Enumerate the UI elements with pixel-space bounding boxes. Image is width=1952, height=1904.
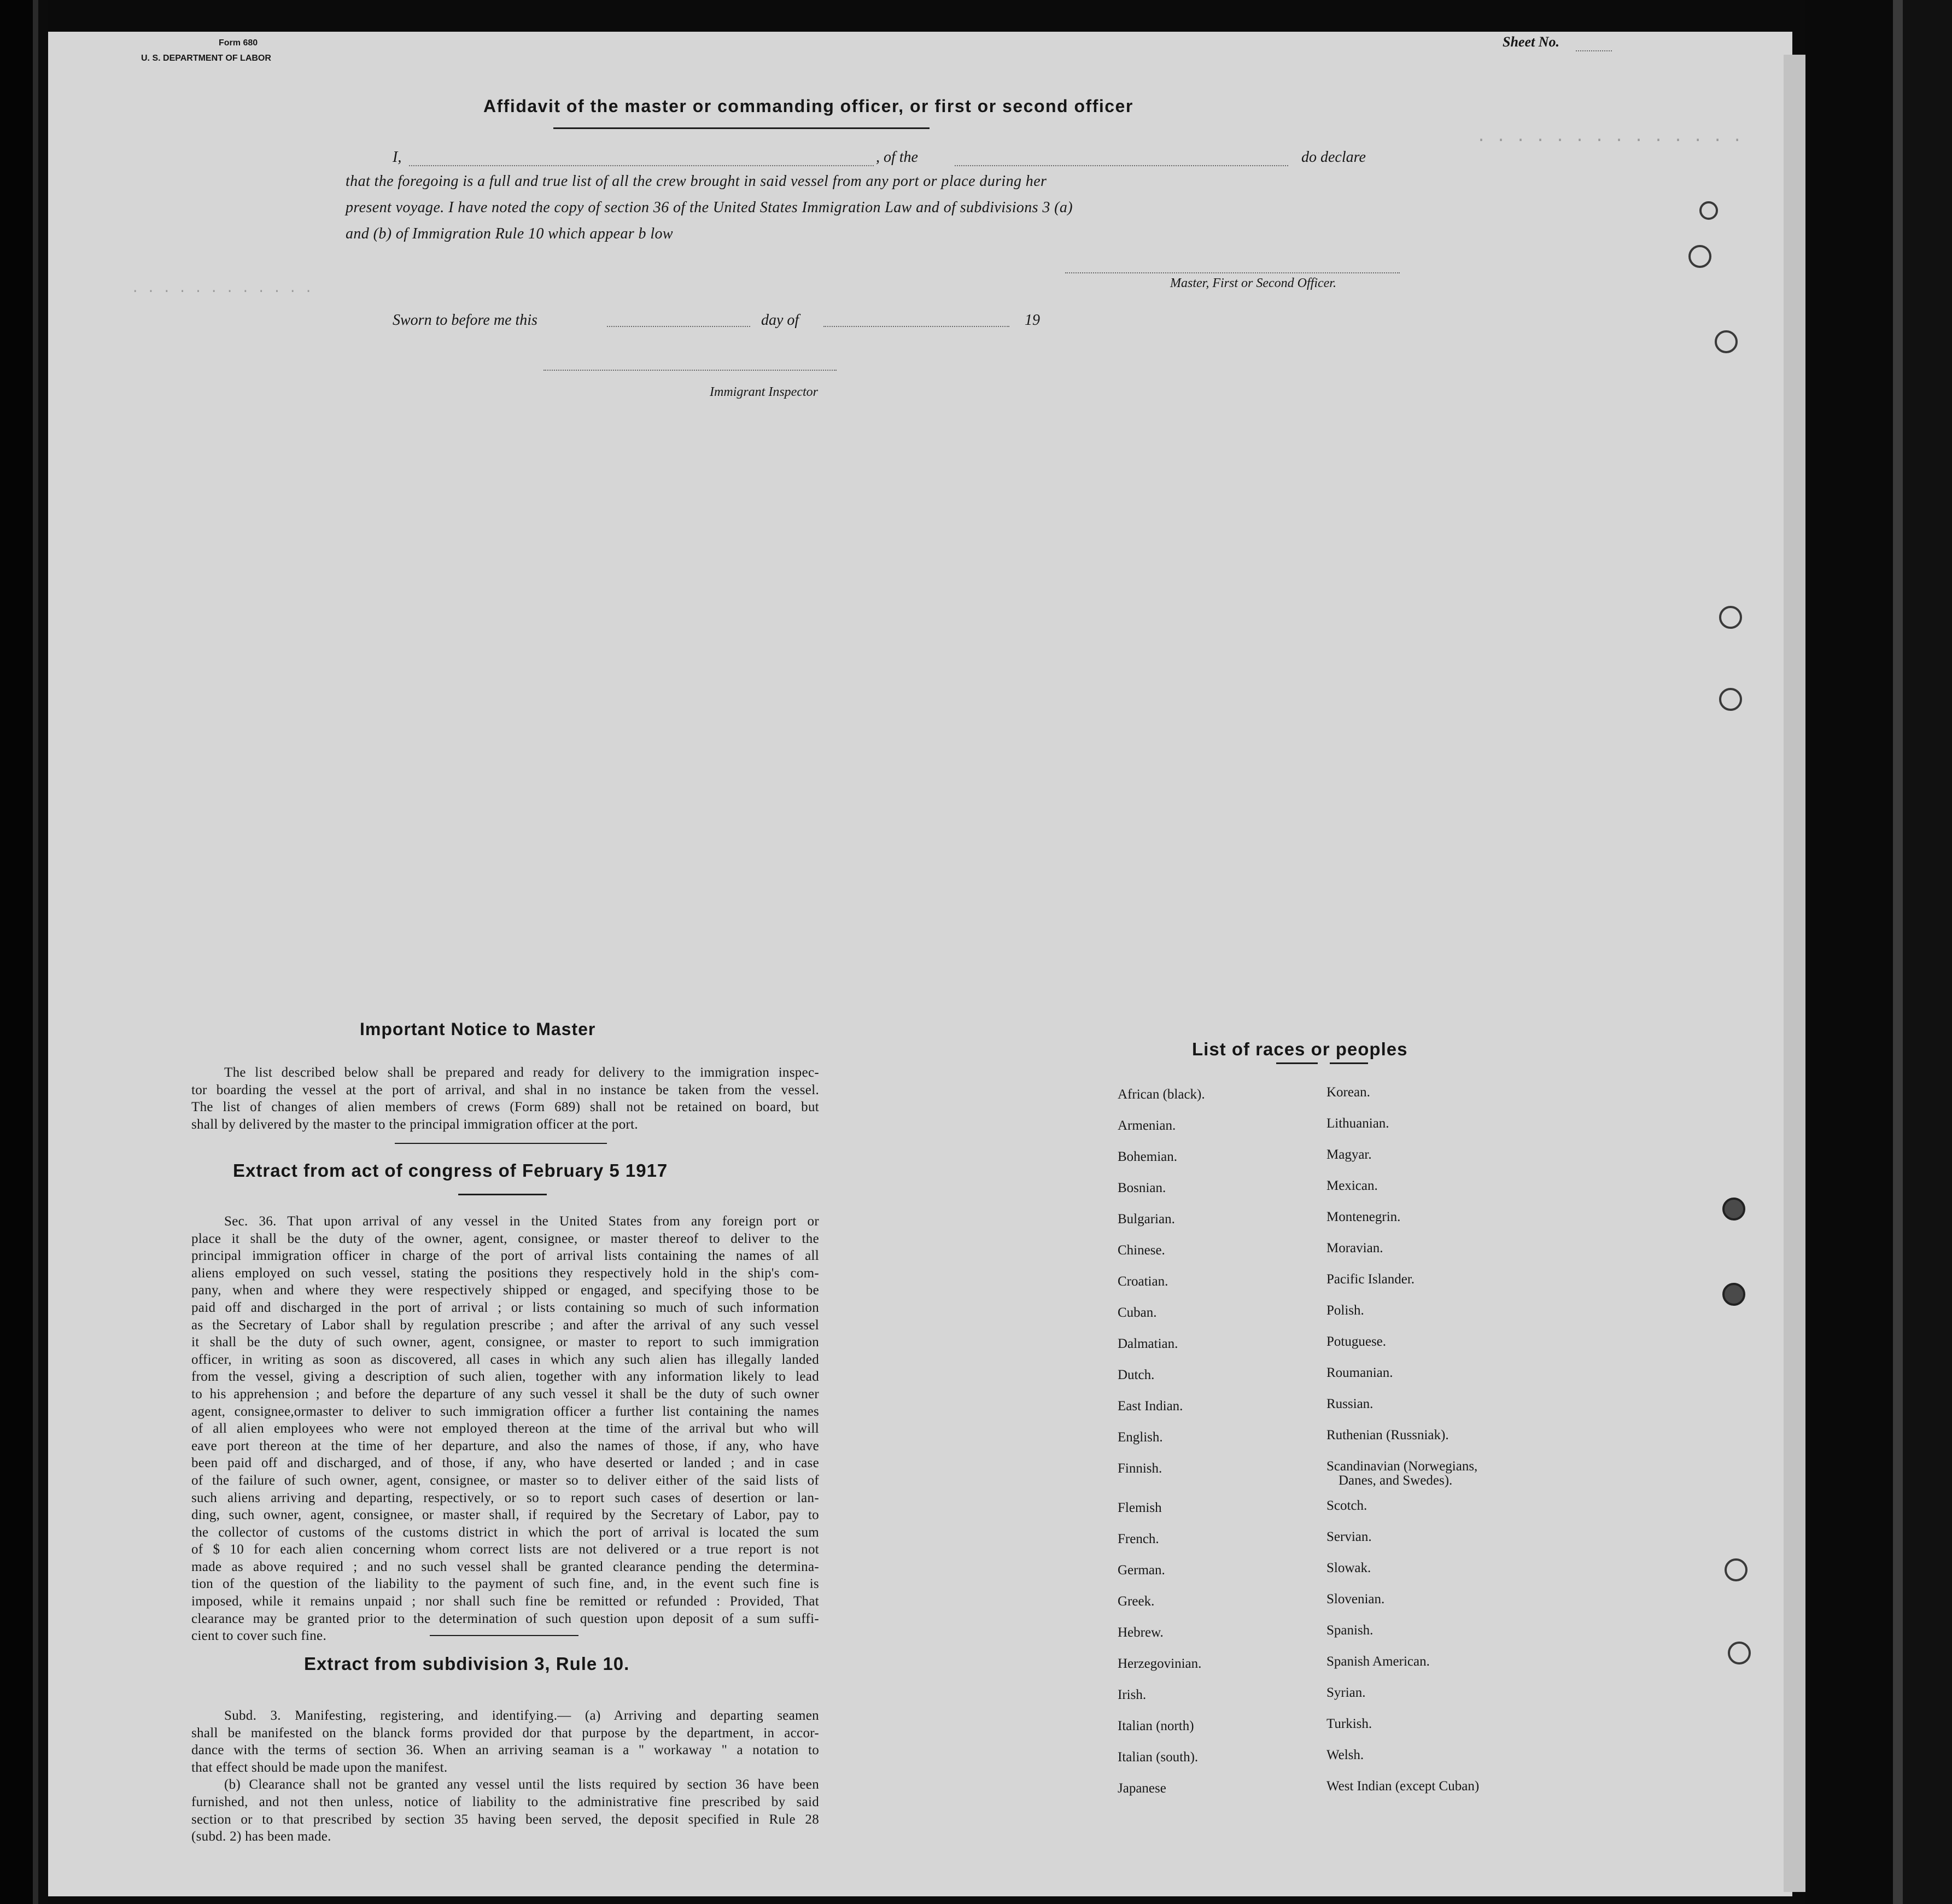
race-item: Slovenian.: [1326, 1592, 1385, 1607]
punch-hole: [1715, 330, 1738, 353]
sheet-number-label: Sheet No.: [1503, 34, 1559, 50]
punch-hole: [1719, 688, 1742, 711]
race-item: Spanish.: [1326, 1623, 1374, 1638]
notice-title: Important Notice to Master: [360, 1019, 596, 1039]
affidavit-title: Affidavit of the master or commanding officer, or first or second officer: [483, 96, 1133, 116]
punch-hole: [1722, 1283, 1745, 1306]
act-line: of the failure of such owner, agent, consignee, or master so to deliver either of the said lists of: [191, 1473, 819, 1488]
act-line: officer, in writing as soon as discovered, all cases in which any such alien has illegally landed: [191, 1352, 819, 1367]
punch-hole: [1725, 1558, 1748, 1581]
races-title: List of races or peoples: [1192, 1039, 1408, 1059]
race-item: Turkish.: [1326, 1716, 1372, 1731]
race-item: Pacific Islander.: [1326, 1272, 1415, 1287]
race-item: Russian.: [1326, 1397, 1374, 1411]
affidavit-i: I,: [393, 149, 402, 166]
inspector-signature-line: [543, 370, 837, 371]
inspector-label: Immigrant Inspector: [710, 385, 818, 399]
act-line: to his apprehension ; and before the departure of any such vessel it shall be the duty of such owner: [191, 1386, 819, 1401]
race-item: Finnish.: [1118, 1461, 1162, 1476]
act-line: it shall be the duty of such owner, agent, consignee, or master to report to such immigration: [191, 1335, 819, 1350]
master-signature-line: [1065, 272, 1400, 273]
name-fill-line: [409, 165, 874, 166]
race-item: Korean.: [1326, 1085, 1370, 1100]
rule-line: section or to that prescribed by section 35 having been served, the deposit specified in Rule 28: [191, 1812, 819, 1827]
race-item-continued: Danes, and Swedes).: [1339, 1473, 1453, 1488]
race-item: Hebrew.: [1118, 1625, 1164, 1640]
act-line: been paid off and discharged, and of those, if any, who have deserted or landed ; and in case: [191, 1456, 819, 1471]
act-line: of all alien employees who were not employed thereon at the time of the arrival but who will: [191, 1421, 819, 1436]
affidavit-line-3: present voyage. I have noted the copy of section 36 of the United States Immigration Law and of subdivisions 3 (a): [346, 199, 1073, 216]
sheet-edge-strip: [1784, 55, 1805, 1892]
master-signature-label: Master, First or Second Officer.: [1170, 276, 1336, 290]
race-item: Flemish: [1118, 1500, 1162, 1515]
race-item: Roumanian.: [1326, 1365, 1393, 1380]
race-item: Scandinavian (Norwegians,: [1326, 1459, 1478, 1474]
race-item: Japanese: [1118, 1781, 1166, 1796]
rule-line: dance with the terms of section 36. When an arriving seaman is a " workaway " a notation to: [191, 1743, 819, 1758]
sworn-month-line: [823, 326, 1009, 327]
race-item: Servian.: [1326, 1529, 1372, 1544]
race-item: Bulgarian.: [1118, 1212, 1175, 1226]
scan-edge-left: [0, 0, 48, 1904]
bleed-through-text: . . . . . . . . . . . .: [131, 282, 313, 296]
rule-line: furnished, and not then unless, notice of liability to the administrative fine prescribed by said: [191, 1794, 819, 1809]
race-item: German.: [1118, 1563, 1165, 1578]
act-line: Sec. 36. That upon arrival of any vessel in the United States from any foreign port or: [224, 1214, 819, 1229]
punch-hole: [1719, 606, 1742, 629]
punch-hole: [1688, 245, 1711, 268]
race-item: Moravian.: [1326, 1241, 1383, 1255]
race-item: Scotch.: [1326, 1498, 1367, 1513]
act-extract-text: [191, 1213, 819, 1645]
sheet-number-line: [1576, 50, 1612, 51]
title-underline: [553, 127, 930, 129]
race-item: Armenian.: [1118, 1118, 1176, 1133]
race-item: Dalmatian.: [1118, 1336, 1178, 1351]
race-item: Italian (south).: [1118, 1750, 1199, 1765]
race-item: Spanish American.: [1326, 1654, 1430, 1669]
act-line: agent, consignee,ormaster to deliver to such immigration officer a further list containing the names: [191, 1404, 819, 1419]
race-item: Welsh.: [1326, 1748, 1364, 1762]
race-item: Cuban.: [1118, 1305, 1157, 1320]
rule-extract-text: [191, 1707, 819, 1845]
rule-line: (b) Clearance shall not be granted any vessel until the lists required by section 36 have been: [224, 1777, 819, 1792]
punch-hole: [1699, 201, 1718, 220]
race-item: French.: [1118, 1532, 1159, 1546]
race-item: Mexican.: [1326, 1178, 1378, 1193]
sworn-text: Sworn to before me this: [393, 312, 537, 329]
race-item: Slowak.: [1326, 1561, 1371, 1575]
race-item: Lithuanian.: [1326, 1116, 1389, 1131]
act-line: ding, such owner, agent, consignee, or master shall, if required by the Secretary of Labor, pay to: [191, 1508, 819, 1523]
act-line: as the Secretary of Labor shall by regulation prescribe ; and after the arrival of any such vessel: [191, 1317, 819, 1333]
act-line: the collector of customs of the customs district in which the port of arrival is located the sum: [191, 1525, 819, 1540]
notice-line: The list of changes of alien members of crews (Form 689) shall not be retained on board, but: [191, 1100, 819, 1115]
punch-hole: [1728, 1642, 1751, 1664]
affidavit-line-4: and (b) of Immigration Rule 10 which appear b low: [346, 225, 674, 242]
race-item: Italian (north): [1118, 1719, 1194, 1733]
race-item: Bohemian.: [1118, 1149, 1178, 1164]
act-line: pany, when and where they were respectively shipped or engaged, and specifying those to be: [191, 1283, 819, 1298]
race-item: Irish.: [1118, 1687, 1147, 1702]
act-line: imposed, while it remains unpaid ; nor shall such fine be remitted or refunded : Provided, That: [191, 1594, 819, 1609]
act-line: principal immigration officer in charge of the port of arrival lists containing the names of all: [191, 1248, 819, 1264]
races-underline: [1276, 1062, 1318, 1064]
form-number: Form 680: [219, 38, 258, 48]
act-line: such aliens arriving and departing, respectively, or so to report such cases of desertion or lan-: [191, 1490, 819, 1505]
rule-line: Subd. 3. Manifesting, registering, and identifying.— (a) Arriving and departing seamen: [224, 1708, 819, 1723]
act-line: paid off and discharged in the port of arrival ; or lists containing so much of such information: [191, 1300, 819, 1315]
act-extract-title: Extract from act of congress of February 5 1917: [233, 1160, 668, 1181]
affidavit-line-1: [393, 149, 401, 166]
sworn-day-of: day of: [761, 312, 799, 329]
scan-edge-right: [1805, 0, 1952, 1904]
bleed-through-text: · · · · · · · · · · · · · ·: [1476, 131, 1743, 150]
sworn-year: 19: [1025, 312, 1040, 329]
department-name: U. S. DEPARTMENT OF LABOR: [141, 54, 271, 63]
affidavit-declare: do declare: [1301, 149, 1366, 166]
rule-line: shall be manifested on the blanck forms provided dor that purpose by the department, in accor-: [191, 1725, 819, 1741]
notice-text: [191, 1064, 819, 1133]
rule-extract-title: Extract from subdivision 3, Rule 10.: [304, 1654, 630, 1674]
act-line: tion of the question of the liability to the payment of such fine, and, in the event such fine is: [191, 1576, 819, 1592]
sworn-day-line: [607, 326, 750, 327]
act-line: from the vessel, giving a description of such alien, together with any information likely to lead: [191, 1369, 819, 1385]
race-item: English.: [1118, 1430, 1163, 1445]
race-item: Ruthenian (Russniak).: [1326, 1428, 1449, 1442]
act-line: place it shall be the duty of the owner, agent, consignee, or master thereof to deliver to the: [191, 1231, 819, 1246]
race-item: Montenegrin.: [1326, 1210, 1401, 1224]
act-line: of $ 10 for each alien concerning whom correct lists are not delivered or a true report is not: [191, 1542, 819, 1557]
act-line: clearance may be granted prior to the determination of such question upon deposit of a sum suffi-: [191, 1611, 819, 1626]
race-item: Greek.: [1118, 1594, 1155, 1609]
race-item: Bosnian.: [1118, 1181, 1166, 1195]
divider: [395, 1143, 607, 1144]
race-item: African (black).: [1118, 1087, 1205, 1102]
affidavit-line-2: that the foregoing is a full and true list of all the crew brought in said vessel from any port or place during her: [346, 173, 1047, 190]
race-item: Herzegovinian.: [1118, 1656, 1202, 1671]
race-item: Croatian.: [1118, 1274, 1168, 1289]
notice-line: tor boarding the vessel at the port of arrival, and shal in no instance be taken from the vessel.: [191, 1082, 819, 1097]
notice-line: The list described below shall be prepared and ready for delivery to the immigration inspec-: [224, 1065, 819, 1080]
punch-hole: [1722, 1198, 1745, 1220]
act-title-underline: [458, 1194, 547, 1195]
race-item: Dutch.: [1118, 1368, 1155, 1382]
race-item: Chinese.: [1118, 1243, 1165, 1258]
rule-line: (subd. 2) has been made.: [191, 1829, 331, 1844]
race-item: Polish.: [1326, 1303, 1364, 1318]
notice-line: shall by delivered by the master to the principal immigration officer at the port.: [191, 1117, 638, 1132]
race-item: Magyar.: [1326, 1147, 1372, 1162]
act-line: made as above required ; and no such vessel shall be granted clearance pending the determina-: [191, 1559, 819, 1574]
race-item: West Indian (except Cuban): [1326, 1779, 1480, 1794]
rule-line: that effect should be made upon the manifest.: [191, 1760, 448, 1775]
divider: [430, 1635, 578, 1636]
race-item: Potuguese.: [1326, 1334, 1387, 1349]
races-underline: [1330, 1062, 1368, 1064]
act-line: cient to cover such fine.: [191, 1628, 326, 1644]
act-line: aliens employed on such vessel, stating the positions they respectively hold in the ship's com-: [191, 1265, 819, 1281]
vessel-fill-line: [955, 165, 1288, 166]
affidavit-of-the: , of the: [876, 149, 918, 166]
act-line: eave port thereon at the time of her departure, and also the names of those, if any, who have: [191, 1438, 819, 1453]
race-item: East Indian.: [1118, 1399, 1183, 1414]
race-item: Syrian.: [1326, 1685, 1366, 1700]
